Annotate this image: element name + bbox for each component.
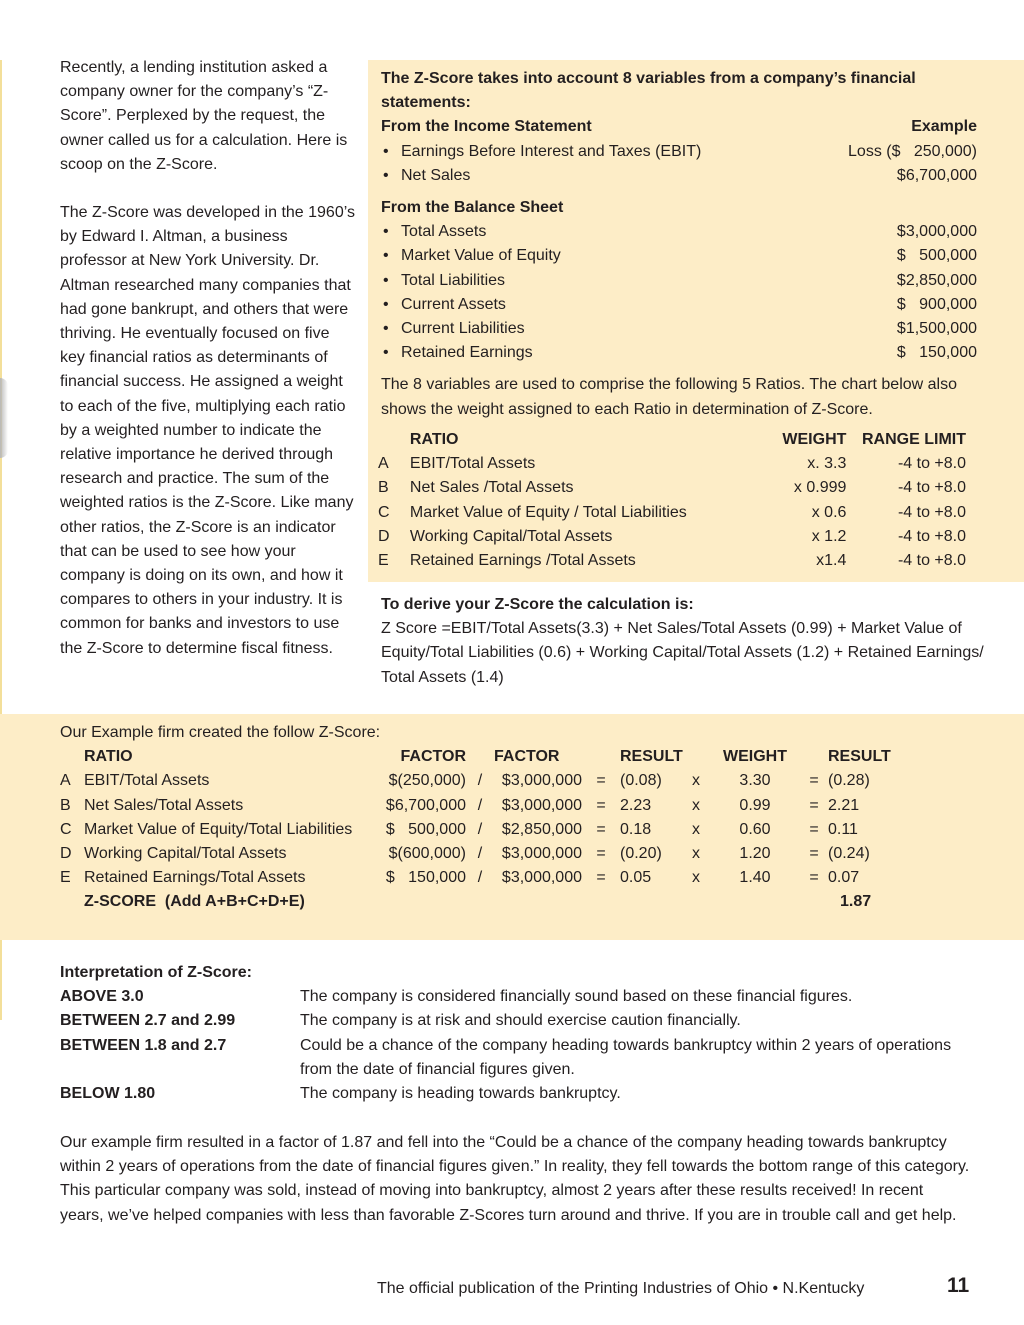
factor-header: FACTOR	[494, 748, 560, 766]
ratio-weight: x1.4	[816, 552, 847, 570]
score-range: BETWEEN 1.8 and 2.7	[60, 1036, 227, 1054]
row-factor-1: $6,700,000	[385, 796, 466, 814]
balance-item-label: • Current Assets	[381, 293, 506, 317]
row-weighted-result: 2.21	[828, 796, 860, 814]
row-factor-2: $3,000,000	[501, 869, 582, 887]
ratio-name: Market Value of Equity / Total Liabilities	[409, 503, 687, 521]
interpretation-title: Interpretation of Z-Score:	[60, 964, 253, 981]
balance-sheet-title: From the Balance Sheet	[381, 199, 564, 217]
interpretation-row	[60, 1082, 980, 1106]
balance-item	[381, 341, 977, 365]
row-result: 0.18	[620, 820, 652, 838]
score-meaning: Could be a chance of the company heading towards bankruptcy within 2 years of operations from the date of financial figures given.	[300, 1036, 952, 1078]
balance-item-value: $1,500,000	[896, 320, 977, 338]
income-statement-title: From the Income Statement	[381, 118, 592, 136]
page-edge-shadow	[0, 378, 8, 458]
score-meaning: The company is heading towards bankruptcy.	[300, 1085, 621, 1103]
ratio-weight-table	[378, 428, 968, 573]
equals-sign: =	[809, 772, 819, 790]
example-table-header	[60, 745, 960, 769]
row-weight: 1.20	[739, 845, 771, 863]
multiply-sign: x	[692, 869, 700, 887]
ratio-letter: A	[378, 455, 389, 473]
income-item	[381, 140, 977, 164]
balance-item-value: $2,850,000	[896, 271, 977, 289]
row-weighted-result: (0.28)	[828, 772, 870, 790]
row-factor-1: $ 150,000	[385, 869, 466, 887]
balance-item-value: $ 150,000	[896, 344, 977, 362]
balance-item	[381, 269, 977, 293]
ratio-range: -4 to +8.0	[897, 552, 966, 570]
balance-item-value: $3,000,000	[896, 223, 977, 241]
z-score-total-value: 1.87	[840, 893, 872, 911]
row-weighted-result: (0.24)	[828, 845, 870, 863]
ratio-header: RATIO	[409, 431, 459, 448]
result-header: RESULT	[620, 748, 683, 766]
formula-text: Z Score =EBIT/Total Assets(3.3) + Net Sales/Total Assets (0.99) + Market Value of Equity/Total Liabilities (0.6) + Working Capital/Total Assets (1.2) + Retained Earnings/ Total Assets (1.4)	[381, 620, 984, 686]
score-range: BELOW 1.80	[60, 1085, 156, 1103]
weight-header: WEIGHT	[723, 748, 787, 766]
equals-sign: =	[809, 820, 819, 838]
income-item-value: Loss ($ 250,000)	[848, 142, 977, 160]
interpretation-row	[60, 1009, 980, 1033]
ratio-letter: B	[378, 479, 389, 497]
balance-item-value: $ 900,000	[896, 295, 977, 313]
row-weighted-result: 0.11	[828, 820, 858, 838]
income-item-label: • Earnings Before Interest and Taxes (EBIT)	[381, 140, 701, 164]
table-row	[378, 525, 968, 549]
balance-item-value: $ 500,000	[896, 247, 977, 265]
equals-sign: =	[596, 772, 606, 790]
factor-header: FACTOR	[400, 748, 466, 766]
formula-title: To derive your Z-Score the calculation is:	[381, 596, 694, 613]
equals-sign: =	[596, 820, 606, 838]
income-item-value: $6,700,000	[896, 166, 977, 184]
intro-paragraph-2: The Z-Score was developed in the 1960’s by Edward I. Altman, a business professor at New York University. Dr. Altman researched many companies that had gone bankrupt, and others that were thriving. He eventually focused on five key financial ratios as determinants of financial success. He assigned a weight to each of the five, multiplying each ratio by a weighted number to indicate the relative importance he derived through research and practice. The sum of the weighted ratios is the Z-Score. Like many other ratios, the Z-Score is an indicator that can be used to see how your company is doing on its own, and how it compares to others in your industry. It is common for banks and investors to use the Z-Score to determine fiscal fitness.	[60, 204, 355, 657]
interpretation-row	[60, 985, 980, 1009]
balance-item-label: • Market Value of Equity	[381, 244, 561, 268]
weight-header: WEIGHT	[782, 431, 847, 448]
footer-publication: The official publication of the Printing Industries of Ohio • N.Kentucky	[377, 1280, 865, 1297]
intro-column	[60, 56, 356, 661]
table-row	[60, 866, 960, 890]
multiply-sign: x	[692, 772, 700, 790]
row-ratio: Market Value of Equity/Total Liabilities	[84, 820, 353, 838]
income-item-label: • Net Sales	[381, 164, 470, 188]
ratio-name: Working Capital/Total Assets	[409, 527, 613, 545]
ratio-range: -4 to +8.0	[897, 527, 966, 545]
table-row	[60, 842, 960, 866]
income-statement-header	[381, 115, 977, 139]
score-meaning: The company is considered financially sound based on these financial figures.	[300, 988, 853, 1006]
closing-paragraph: Our example firm resulted in a factor of 1.87 and fell into the “Could be a chance of the company heading towards bankruptcy within 2 years of operations from the date of financial figures given.” In reality, they fell towards the bottom range of this category. This particular company was sold, instead of moving into bankruptcy, almost 2 years after these results received! In recent years, we’ve helped companies with less than favorable Z-Scores turn around and thrive. If you are in trouble call and get help.	[60, 1134, 970, 1224]
balance-item	[381, 317, 977, 341]
example-intro: Our Example firm created the follow Z-Score:	[60, 724, 381, 741]
ratio-name: EBIT/Total Assets	[409, 455, 536, 473]
ratio-range: -4 to +8.0	[897, 503, 966, 521]
multiply-sign: x	[692, 820, 700, 838]
table-row	[378, 476, 968, 500]
row-factor-2: $3,000,000	[501, 845, 582, 863]
ratio-range: -4 to +8.0	[897, 455, 966, 473]
table-row	[378, 501, 968, 525]
equals-sign: =	[596, 869, 606, 887]
row-result: (0.20)	[620, 845, 662, 863]
page-number: 11	[947, 1274, 970, 1297]
divide-sign: /	[477, 869, 483, 887]
ratios-intro: The 8 variables are used to comprise the following 5 Ratios. The chart below also shows the weight assigned to each Ratio in determination of Z-Score.	[381, 376, 958, 418]
balance-item-label: • Retained Earnings	[381, 341, 533, 365]
divide-sign: /	[477, 820, 483, 838]
balance-item	[381, 220, 977, 244]
row-ratio: Retained Earnings/Total Assets	[84, 869, 306, 887]
row-weight: 1.40	[739, 869, 771, 887]
ratio-range: -4 to +8.0	[897, 479, 966, 497]
row-letter: E	[60, 869, 71, 887]
intro-paragraph-1: Recently, a lending institution asked a company owner for the company’s “Z-Score”. Perplexed by the request, the owner called us for a calculation. Here is scoop on the Z-Score.	[60, 59, 348, 173]
score-range: ABOVE 3.0	[60, 988, 144, 1006]
ratio-name: Net Sales /Total Assets	[409, 479, 574, 497]
divide-sign: /	[477, 845, 483, 863]
ratio-letter: E	[378, 552, 389, 570]
ratio-table-header	[378, 428, 968, 452]
row-weight: 0.60	[739, 820, 771, 838]
row-ratio: Working Capital/Total Assets	[84, 845, 287, 863]
multiply-sign: x	[692, 845, 700, 863]
ratio-letter: D	[378, 527, 390, 545]
divide-sign: /	[477, 796, 483, 814]
example-ratio-header: RATIO	[84, 748, 133, 766]
table-row	[378, 549, 968, 573]
table-row	[60, 769, 960, 793]
interpretation-section	[60, 961, 980, 1106]
table-row	[378, 452, 968, 476]
row-factor-2: $3,000,000	[501, 772, 582, 790]
ratio-name: Retained Earnings /Total Assets	[409, 552, 636, 570]
row-factor-1: $(250,000)	[388, 772, 466, 790]
equals-sign: =	[596, 796, 606, 814]
ratio-letter: C	[378, 503, 390, 521]
example-column-label: Example	[911, 118, 977, 136]
z-score-total-row	[60, 890, 960, 914]
row-letter: B	[60, 796, 71, 814]
interpretation-row	[60, 1034, 980, 1082]
row-weight: 0.99	[739, 796, 771, 814]
ratio-weight: x. 3.3	[807, 455, 847, 473]
ratio-weight: x 0.6	[811, 503, 847, 521]
balance-item	[381, 244, 977, 268]
row-result: 0.05	[620, 869, 652, 887]
range-limit-header: RANGE LIMIT	[862, 431, 966, 448]
row-result: 2.23	[620, 796, 652, 814]
balance-item-label: • Total Liabilities	[381, 269, 505, 293]
row-weighted-result: 0.07	[828, 869, 860, 887]
row-factor-1: $(600,000)	[388, 845, 466, 863]
score-meaning: The company is at risk and should exercise caution financially.	[300, 1012, 741, 1030]
balance-item	[381, 293, 977, 317]
score-range: BETWEEN 2.7 and 2.99	[60, 1012, 236, 1030]
row-letter: D	[60, 845, 72, 863]
row-letter: A	[60, 772, 71, 790]
variables-heading: The Z-Score takes into account 8 variables from a company’s financial statements:	[381, 70, 916, 112]
balance-item-label: • Current Liabilities	[381, 317, 525, 341]
balance-item-label: • Total Assets	[381, 220, 486, 244]
ratio-weight: x 0.999	[793, 479, 847, 497]
row-letter: C	[60, 820, 72, 838]
equals-sign: =	[596, 845, 606, 863]
row-weight: 3.30	[739, 772, 771, 790]
equals-sign: =	[809, 796, 819, 814]
equals-sign: =	[809, 869, 819, 887]
ratio-weight: x 1.2	[811, 527, 847, 545]
row-factor-2: $3,000,000	[501, 796, 582, 814]
example-calculation	[60, 721, 960, 915]
formula-section	[381, 593, 991, 690]
row-factor-1: $ 500,000	[385, 820, 466, 838]
table-row	[60, 818, 960, 842]
multiply-sign: x	[692, 796, 700, 814]
row-factor-2: $2,850,000	[501, 820, 582, 838]
variables-section	[381, 67, 977, 422]
row-result: (0.08)	[620, 772, 662, 790]
table-row	[60, 794, 960, 818]
row-ratio: EBIT/Total Assets	[84, 772, 210, 790]
result-header: RESULT	[828, 748, 891, 766]
row-ratio: Net Sales/Total Assets	[84, 796, 244, 814]
income-item	[381, 164, 977, 188]
divide-sign: /	[477, 772, 483, 790]
z-score-total-label: Z-SCORE (Add A+B+C+D+E)	[84, 893, 305, 911]
equals-sign: =	[809, 845, 819, 863]
